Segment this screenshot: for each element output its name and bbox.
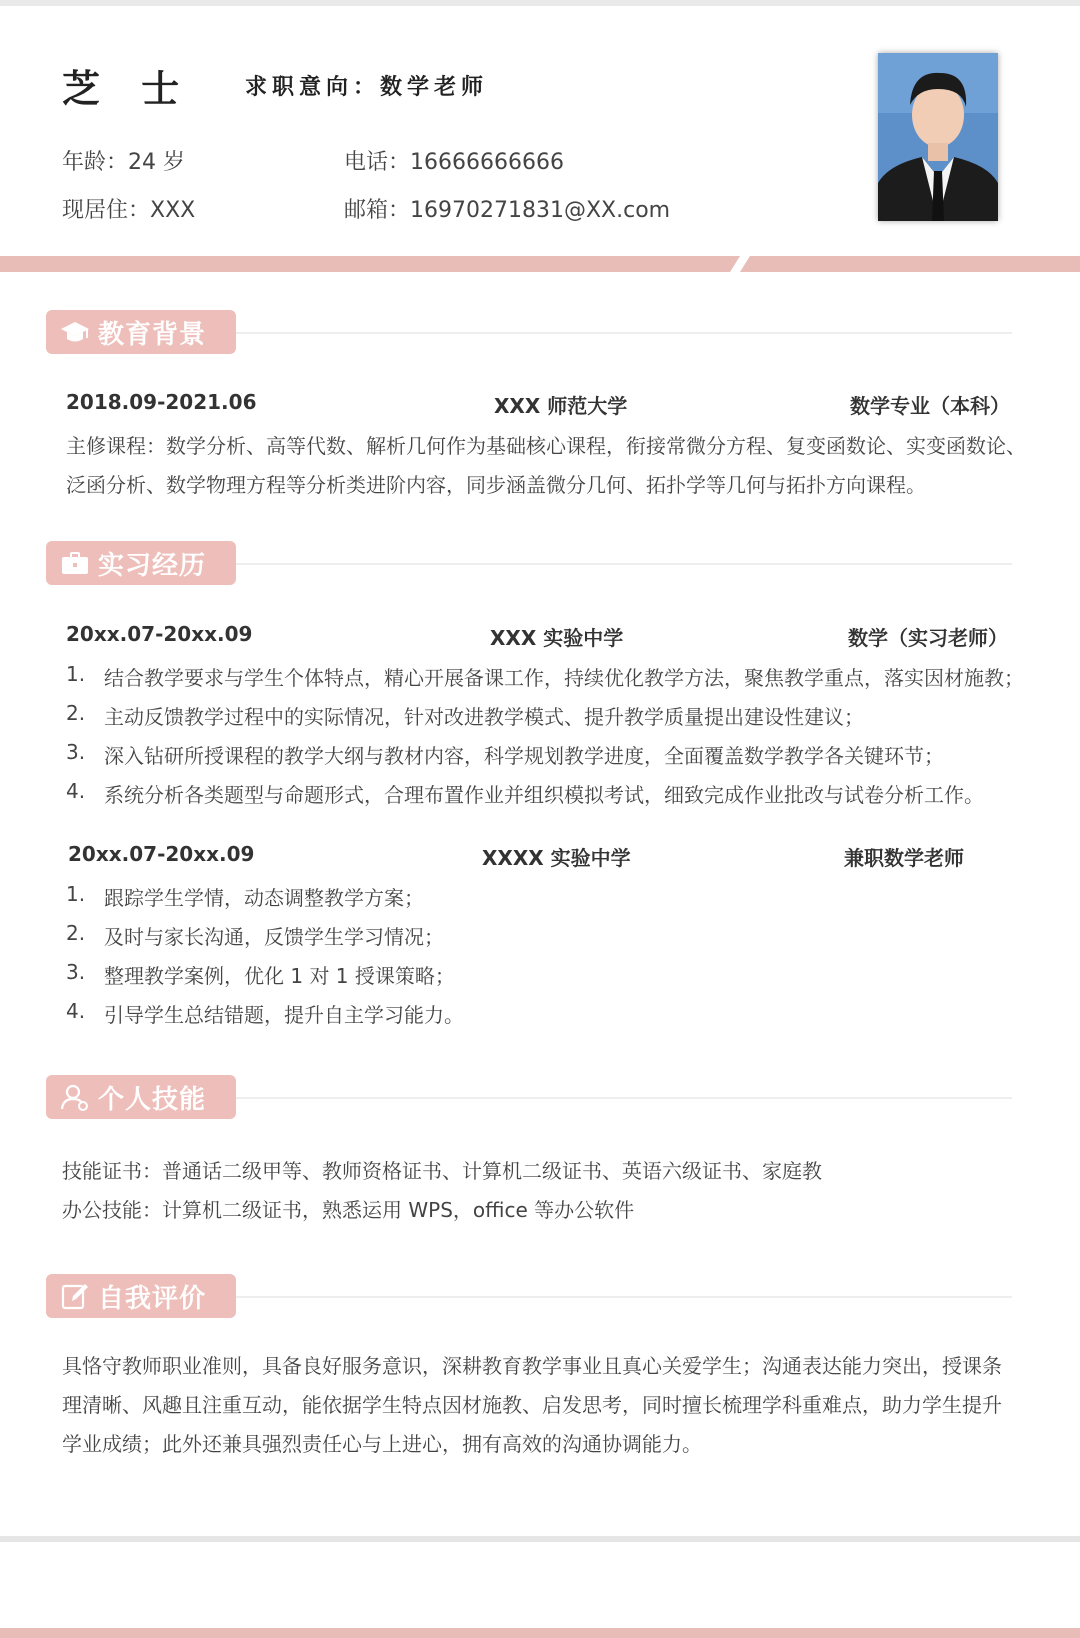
internship-role: 兼职数学老师	[844, 846, 964, 870]
email-field: 邮箱：16970271831@XX.com	[344, 198, 671, 223]
self-eval-line: 学业成绩；此外还兼具强烈责任心与上进心，拥有高效的沟通协调能力。	[62, 1432, 702, 1456]
list-number: 1.	[66, 662, 86, 686]
job-intent: 求职意向：数学老师	[245, 75, 489, 100]
section-rule	[236, 1296, 1012, 1298]
section-rule	[236, 563, 1012, 565]
section-self-eval	[46, 1274, 1012, 1318]
section-education-pill	[46, 310, 236, 354]
internship-period: 20xx.07-20xx.09	[68, 842, 255, 866]
section-skills-pill	[46, 1075, 236, 1119]
residence-field: 现居住：XXX	[62, 198, 196, 223]
section-internship	[46, 541, 1012, 585]
person-icon	[60, 1082, 90, 1112]
briefcase-icon	[60, 548, 90, 578]
section-title: 实习经历	[98, 550, 207, 581]
internship-role: 数学（实习老师）	[848, 626, 1008, 650]
list-text: 跟踪学生学情，动态调整教学方案；	[104, 886, 424, 910]
age-field: 年龄：24 岁	[62, 150, 185, 175]
list-number: 4.	[66, 999, 86, 1023]
education-line: 主修课程：数学分析、高等代数、解析几何作为基础核心课程，衔接常微分方程、复变函数论、实变函数论、	[66, 434, 1026, 458]
internship-row	[66, 842, 1006, 872]
footer-band	[0, 1628, 1080, 1638]
list-text: 主动反馈教学过程中的实际情况，针对改进教学模式、提升教学质量提出建设性建议；	[104, 705, 864, 729]
top-edge	[0, 0, 1080, 6]
list-number: 3.	[66, 740, 86, 764]
graduation-cap-icon	[60, 317, 90, 347]
list-text: 深入钻研所授课程的教学大纲与教材内容，科学规划教学进度，全面覆盖数学教学各关键环节；	[104, 744, 944, 768]
profile-photo	[878, 53, 998, 221]
list-text: 引导学生总结错题，提升自主学习能力。	[104, 1003, 464, 1027]
list-number: 2.	[66, 921, 86, 945]
list-number: 4.	[66, 779, 86, 803]
skills-certificates: 技能证书：普通话二级甲等、教师资格证书、计算机二级证书、英语六级证书、家庭教	[62, 1159, 822, 1183]
list-text: 整理教学案例，优化 1 对 1 授课策略；	[104, 964, 455, 988]
list-number: 3.	[66, 960, 86, 984]
internship-org: XXX 实验中学	[490, 626, 624, 650]
skills-office: 办公技能：计算机二级证书，熟悉运用 WPS，office 等办公软件	[62, 1198, 635, 1222]
section-self-eval-pill	[46, 1274, 236, 1318]
self-eval-line: 理清晰、风趣且注重互动，能依据学生特点因材施教、启发思考，同时擅长梳理学科重难点，助力学生提升	[62, 1393, 1002, 1417]
internship-row	[66, 622, 1006, 652]
edit-icon	[60, 1281, 90, 1311]
section-education	[46, 310, 1012, 354]
list-number: 2.	[66, 701, 86, 725]
candidate-name: 芝 士	[62, 67, 194, 111]
header-band	[0, 256, 1080, 272]
list-text: 系统分析各类题型与命题形式，合理布置作业并组织模拟考试，细致完成作业批改与试卷分析工作。	[104, 783, 984, 807]
education-line: 泛函分析、数学物理方程等分析类进阶内容，同步涵盖微分几何、拓扑学等几何与拓扑方向课程。	[66, 473, 926, 497]
bottom-band	[0, 1536, 1080, 1542]
education-row	[66, 390, 1010, 420]
section-rule	[236, 332, 1012, 334]
internship-org: XXXX 实验中学	[482, 846, 631, 870]
self-eval-line: 具恪守教师职业准则，具备良好服务意识，深耕教育教学事业且真心关爱学生；沟通表达能力突出，授课条	[62, 1354, 1002, 1378]
list-text: 结合教学要求与学生个体特点，精心开展备课工作，持续优化教学方法，聚焦教学重点，落实因材施教；	[104, 666, 1024, 690]
phone-field: 电话：16666666666	[344, 150, 564, 175]
internship-period: 20xx.07-20xx.09	[66, 622, 253, 646]
education-major: 数学专业（本科）	[850, 394, 1010, 418]
self-eval-text	[62, 1347, 1012, 1464]
section-skills	[46, 1075, 1012, 1119]
section-rule	[236, 1097, 1012, 1099]
section-title: 个人技能	[98, 1084, 207, 1115]
list-number: 1.	[66, 882, 86, 906]
education-period: 2018.09-2021.06	[66, 390, 257, 414]
section-title: 自我评价	[98, 1283, 207, 1314]
list-text: 及时与家长沟通，反馈学生学习情况；	[104, 925, 444, 949]
education-school: XXX 师范大学	[494, 394, 628, 418]
section-title: 教育背景	[98, 319, 207, 350]
section-internship-pill	[46, 541, 236, 585]
